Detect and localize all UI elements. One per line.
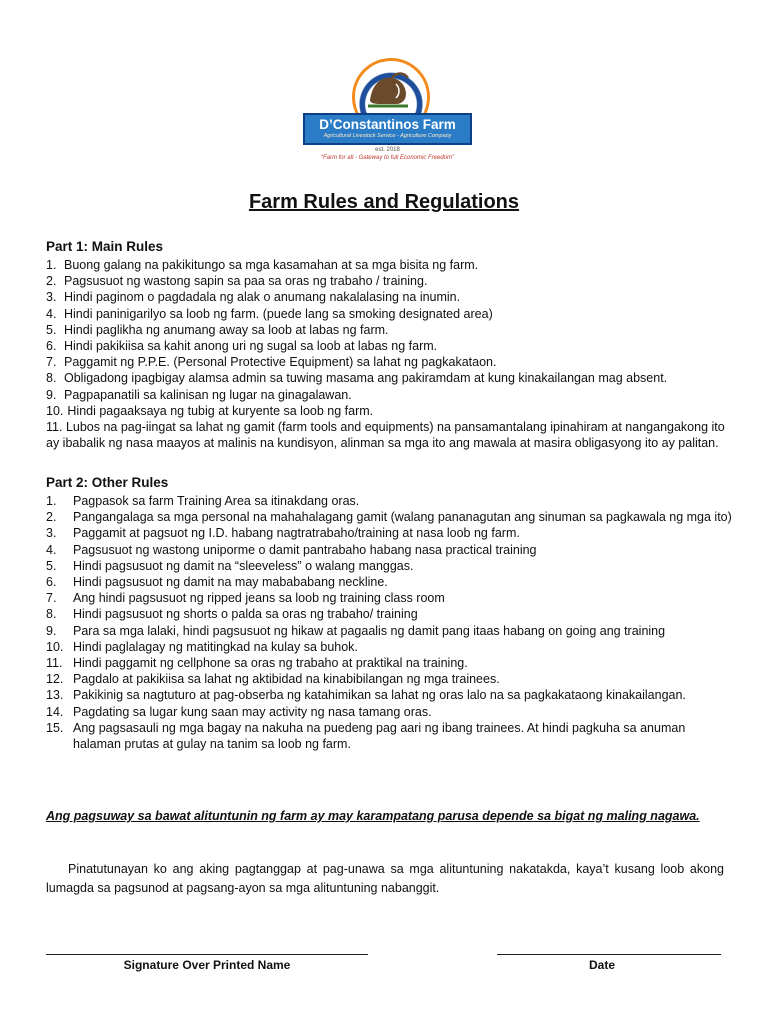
list-item: 8. Obligadong ipagbigay alamsa admin sa tuwing masama ang pakiramdam at kung kinakailangan mag absent. bbox=[46, 371, 668, 386]
part2-heading: Part 2: Other Rules bbox=[46, 475, 169, 490]
list-item: 11. Hindi paggamit ng cellphone sa oras ng trabaho at praktikal na training. bbox=[46, 656, 468, 671]
list-item: 4. Pagsusuot ng wastong uniporme o damit pantrabaho habang nasa practical training bbox=[46, 542, 537, 557]
signature-line bbox=[46, 954, 368, 955]
date-label: Date bbox=[588, 958, 615, 972]
part1-heading: Part 1: Main Rules bbox=[46, 239, 164, 254]
warning-notice: Ang pagsuway sa bawat alituntunin ng farm ay may karampatang parusa depende sa bigat ng maling nagawa. bbox=[46, 809, 700, 823]
farm-logo bbox=[300, 50, 475, 168]
list-item: 3. Hindi paginom o pagdadala ng alak o anumang nakalalasing na inumin. bbox=[46, 290, 461, 305]
list-item: 11. Lubos na pag-iingat sa lahat ng gamit (farm tools and equipments) na pansamantalang ipinahiram at nangangakong ito ay ibabalik ng nasa maayos at malinis na kundisyon, alinman sa mga ito ang mawala at masira obligasyong ito ay palitan. bbox=[46, 420, 725, 451]
list-item: 5. Hindi pagsusuot ng damit na “sleeveless” o walang manggas. bbox=[46, 558, 414, 573]
list-item: 9. Para sa mga lalaki, hindi pagsusuot ng hikaw at pagaalis ng damit pang itaas habang on going ang training bbox=[46, 623, 666, 638]
other-rules-list bbox=[46, 493, 736, 752]
list-item: 12. Pagdalo at pakikiisa sa lahat ng aktibidad na kinabibilangan ng mga trainees. bbox=[46, 672, 500, 687]
list-item: 2. Pagsusuot ng wastong sapin sa paa sa oras ng trabaho / training. bbox=[46, 274, 428, 289]
affirmation-paragraph: Pinatutunayan ko ang aking pagtanggap at pag-unawa sa mga alituntuning nakatakda, kaya’t kusang loob akong lumagda sa pagsunod at pagsang-ayon sa mga alituntuning nabanggit. bbox=[46, 862, 724, 895]
list-item: 10. Hindi paglalagay ng matitingkad na kulay sa buhok. bbox=[46, 639, 358, 654]
list-item: 9. Pagpapanatili sa kalinisan ng lugar na ginagalawan. bbox=[46, 387, 352, 402]
signature-label: Signature Over Printed Name bbox=[123, 958, 291, 972]
logo-name: D’Constantinos Farm bbox=[319, 117, 456, 132]
list-item: 6. Hindi pakikiisa sa kahit anong uri ng sugal sa loob at labas ng farm. bbox=[46, 339, 438, 354]
logo-banner bbox=[303, 113, 472, 145]
list-item: 8. Hindi pagsusuot ng shorts o palda sa oras ng trabaho/ training bbox=[46, 607, 418, 622]
logo-est: est. 2018 bbox=[375, 147, 400, 153]
list-item: 7. Ang hindi pagsusuot ng ripped jeans sa loob ng training class room bbox=[46, 591, 445, 606]
list-item: 7. Paggamit ng P.P.E. (Personal Protective Equipment) sa lahat ng pagkakataon. bbox=[46, 355, 497, 370]
page-title: Farm Rules and Regulations bbox=[248, 191, 520, 213]
main-rules-list bbox=[46, 257, 736, 451]
list-item: 10. Hindi pagaaksaya ng tubig at kuryente sa loob ng farm. bbox=[46, 403, 374, 418]
list-item: 6. Hindi pagsusuot ng damit na may mabababang neckline. bbox=[46, 575, 388, 590]
list-item: 1. Buong galang na pakikitungo sa mga kasamahan at sa mga bisita ng farm. bbox=[46, 258, 479, 272]
list-item: 15. Ang pagsasauli ng mga bagay na nakuha na puedeng pag aari ng ibang trainees. At hindi pagkuha sa anuman halaman prutas at gulay na tanim sa loob ng farm. bbox=[46, 720, 686, 752]
date-line bbox=[497, 954, 721, 955]
goat-icon bbox=[366, 70, 410, 110]
list-item: 5. Hindi paglikha ng anumang away sa loob at labas ng farm. bbox=[46, 322, 389, 337]
logo-subtitle: Agricultural Livestock Service - Agriculture Company bbox=[323, 133, 452, 139]
list-item: 14. Pagdating sa lugar kung saan may activity ng nasa tamang oras. bbox=[46, 704, 432, 719]
list-item: 3. Paggamit at pagsuot ng I.D. habang nagtratrabaho/training at nasa loob ng farm. bbox=[46, 526, 520, 541]
logo-tagline: “Farm for all - Gateway to full Economic Freedom” bbox=[320, 155, 455, 161]
list-item: 13. Pakikinig sa nagtuturo at pag-obserba ng katahimikan sa lahat ng oras lalo na sa pagkakataong kinakailangan. bbox=[46, 688, 686, 703]
list-item: 1. Pagpasok sa farm Training Area sa itinakdang oras. bbox=[46, 494, 360, 508]
list-item: 4. Hindi paninigarilyo sa loob ng farm. (puede lang sa smoking designated area) bbox=[46, 306, 493, 321]
list-item: 2. Pangangalaga sa mga personal na mahahalagang gamit (walang pananagutan ang sinuman sa pagkawala ng mga ito) bbox=[46, 510, 732, 525]
